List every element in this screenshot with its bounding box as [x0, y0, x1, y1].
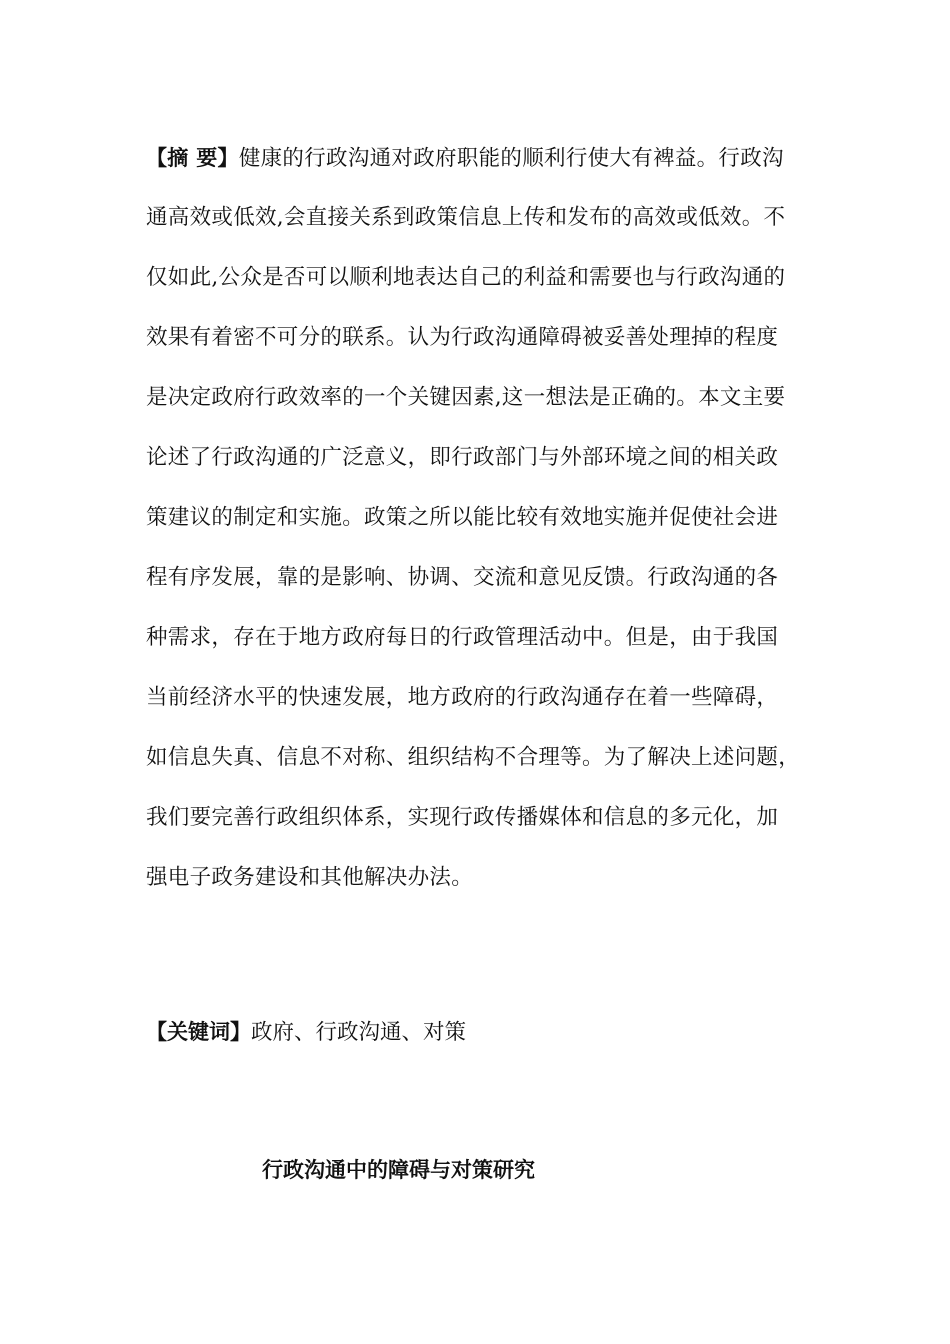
abstract-line-6: 论述了行政沟通的广泛意义，即行政部门与外部环境之间的相关政	[146, 445, 779, 470]
paper-title: 行政沟通中的障碍与对策研究	[262, 1158, 535, 1182]
abstract-line-3: 仅如此,公众是否可以顺利地表达自己的利益和需要也与行政沟通的	[146, 265, 786, 290]
abstract-line-7: 策建议的制定和实施。政策之所以能比较有效地实施并促使社会进	[146, 505, 779, 530]
abstract-section	[146, 128, 818, 908]
abstract-line-1	[146, 128, 818, 188]
abstract-line-10: 当前经济水平的快速发展，地方政府的行政沟通存在着一些障碍，	[146, 685, 779, 710]
abstract-line-8: 程有序发展，靠的是影响、协调、交流和意见反馈。行政沟通的各	[146, 565, 779, 590]
abstract-text: 健康的行政沟通对政府职能的顺利行使大有裨益。行政沟	[238, 146, 784, 171]
abstract-label: 【摘 要】	[146, 146, 239, 170]
abstract-line-5: 是决定政府行政效率的一个关键因素,这一想法是正确的。本文主要	[146, 385, 786, 410]
keywords-section	[146, 1012, 818, 1053]
abstract-line-12: 我们要完善行政组织体系，实现行政传播媒体和信息的多元化，加	[146, 805, 779, 830]
abstract-line-9: 种需求，存在于地方政府每日的行政管理活动中。但是，由于我国	[146, 625, 779, 650]
keywords-text: 政府、行政沟通、对策	[251, 1020, 467, 1045]
abstract-line-11: 如信息失真、信息不对称、组织结构不合理等。为了解决上述问题，	[146, 745, 801, 770]
abstract-line-2: 通高效或低效,会直接关系到政策信息上传和发布的高效或低效。不	[146, 205, 786, 230]
keywords-label: 【关键词】	[146, 1020, 251, 1044]
abstract-line-13: 强电子政务建设和其他解决办法。	[146, 865, 474, 890]
abstract-line-4: 效果有着密不可分的联系。认为行政沟通障碍被妥善处理掉的程度	[146, 325, 779, 350]
